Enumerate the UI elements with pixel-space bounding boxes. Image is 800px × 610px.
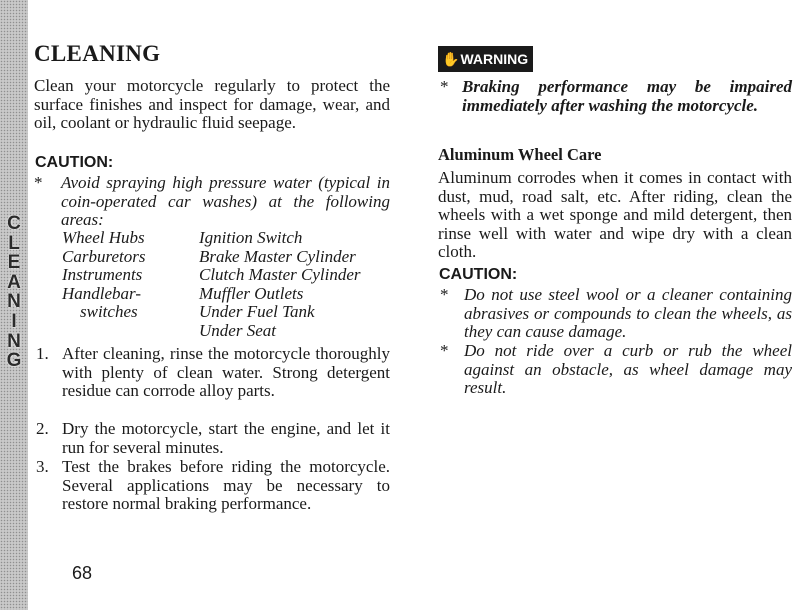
step-number: 3.	[36, 457, 49, 476]
step-text: After cleaning, rinse the motorcycle thoroughly with plenty of clean water. Strong detergent residue can corrode alloy parts.	[62, 344, 390, 401]
area-item: Carburetors	[62, 246, 146, 266]
warning-label: WARNING	[460, 51, 529, 67]
section-tab-label	[0, 214, 28, 371]
bullet-mark: *	[440, 285, 449, 304]
page-title: CLEANING	[34, 41, 161, 66]
tab-letter: A	[7, 271, 21, 293]
section-tab-sidebar	[0, 0, 28, 610]
bullet-mark: *	[440, 341, 449, 360]
caution-text: Do not use steel wool or a cleaner containing abrasives or compounds to clean the wheels, as they can cause damage.	[464, 285, 792, 342]
tab-letter: N	[7, 330, 21, 352]
tab-letter: G	[6, 350, 22, 372]
section-paragraph: Aluminum corrodes when it comes in contact with dust, mud, road salt, etc. After riding, clean the wheels with a wet sponge and mild detergent, then rinse well with water and wipe dry with a clean cloth.	[438, 168, 792, 262]
caution-text: Do not ride over a curb or rub the wheel against an obstacle, as wheel damage may result.	[464, 341, 792, 398]
bullet-mark: *	[440, 77, 449, 96]
tab-letter: C	[7, 213, 21, 234]
area-item: Handlebar-	[62, 283, 141, 303]
caution-label: CAUTION:	[35, 154, 114, 171]
area-item: Brake Master Cylinder	[199, 246, 356, 266]
bullet-mark: *	[34, 173, 43, 192]
area-item: Under Fuel Tank	[199, 302, 315, 322]
tab-letter: I	[11, 310, 17, 332]
page-number: 68	[72, 563, 93, 583]
area-item: Ignition Switch	[199, 228, 303, 247]
area-item: Instruments	[62, 265, 143, 285]
caution-label: CAUTION:	[439, 266, 518, 283]
area-item: Under Seat	[199, 321, 276, 340]
step-text: Dry the motorcycle, start the engine, and let it run for several minutes.	[62, 419, 390, 457]
tab-letter: E	[7, 252, 21, 274]
caution-text: Avoid spraying high pressure water (typical in coin-operated car washes) at the following areas:	[61, 173, 390, 230]
step-number: 2.	[36, 419, 49, 438]
area-item: Clutch Master Cylinder	[199, 265, 361, 285]
tab-letter: L	[8, 232, 20, 254]
intro-paragraph: Clean your motorcycle regularly to protect the surface finishes and inspect for damage, wear, and oil, coolant or hydraulic fluid seepage.	[34, 76, 390, 133]
area-item: Muffler Outlets	[199, 283, 304, 303]
area-item: Wheel Hubs	[62, 228, 145, 247]
warning-badge	[438, 46, 533, 72]
tab-letter: N	[7, 291, 21, 313]
hand-icon: ✋	[442, 50, 460, 67]
step-number: 1.	[36, 344, 49, 363]
section-title: Aluminum Wheel Care	[438, 145, 602, 164]
step-text: Test the brakes before riding the motorcycle. Several applications may be necessary to restore normal braking performance.	[62, 457, 390, 514]
warning-text: Braking performance may be impaired immediately after washing the motorcycle.	[462, 77, 792, 115]
area-item: switches	[80, 302, 138, 322]
